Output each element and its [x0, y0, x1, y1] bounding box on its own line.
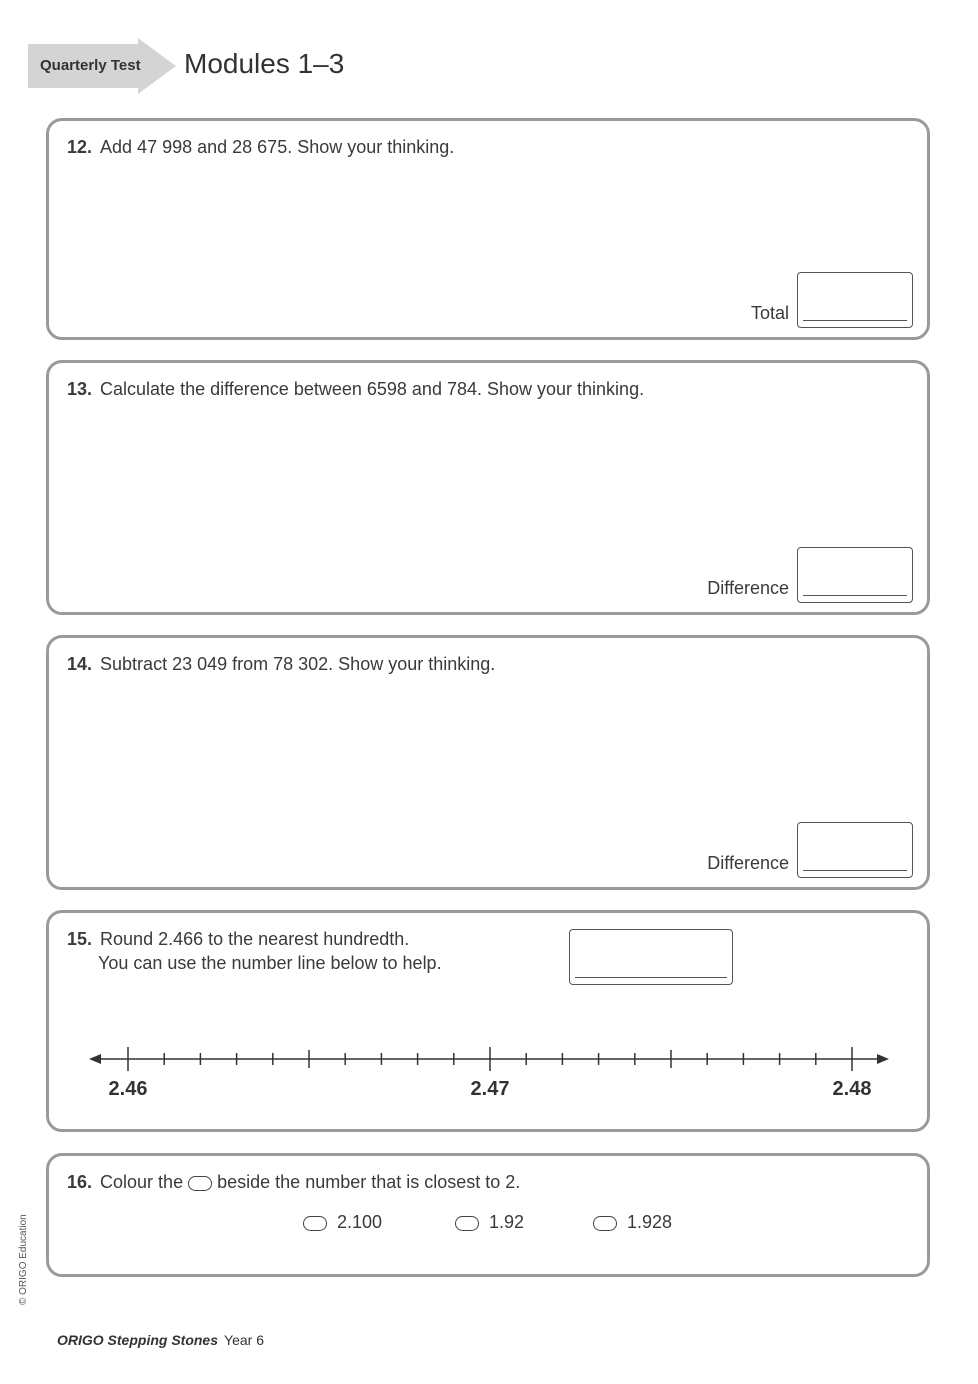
answer-box[interactable] [797, 547, 913, 603]
quarterly-test-tag [28, 38, 176, 94]
question-number: 14. [67, 654, 93, 674]
footer-brand: ORIGO Stepping Stones [57, 1332, 219, 1348]
answer-area [653, 822, 913, 878]
question-14-text [67, 652, 495, 676]
question-prompt-before: Colour the [100, 1172, 184, 1192]
question-16-box [46, 1153, 930, 1277]
option-oval[interactable] [303, 1216, 327, 1231]
footer [57, 1332, 264, 1348]
question-prompt-line1: Round 2.466 to the nearest hundredth. [100, 929, 410, 949]
copyright-note: © ORIGO Education [18, 1214, 29, 1305]
answer-area [653, 547, 913, 603]
question-number: 16. [67, 1172, 93, 1192]
option-oval[interactable] [455, 1216, 479, 1231]
option-3[interactable] [593, 1212, 672, 1233]
number-line-ticks [128, 1047, 852, 1071]
question-number: 13. [67, 379, 93, 399]
question-prompt: Add 47 998 and 28 675. Show your thinking. [100, 137, 455, 157]
option-label: 1.928 [627, 1212, 673, 1232]
number-line [89, 1039, 889, 1103]
question-12-text [67, 135, 454, 159]
option-2[interactable] [455, 1212, 524, 1233]
oval-icon [188, 1176, 212, 1191]
tick-label-middle: 2.47 [470, 1078, 510, 1100]
question-prompt-after: beside the number that is closest to 2. [217, 1172, 521, 1192]
question-15-text [67, 927, 442, 975]
left-arrow-icon [89, 1054, 101, 1064]
question-16-text [67, 1170, 520, 1194]
question-number: 12. [67, 137, 93, 157]
question-13-text [67, 377, 644, 401]
tick-label-start: 2.46 [108, 1078, 148, 1100]
footer-year: Year 6 [224, 1332, 264, 1348]
question-13-box [46, 360, 930, 615]
answer-line [575, 977, 727, 978]
answer-line [803, 595, 907, 596]
page-title: Modules 1–3 [184, 48, 345, 79]
option-label: 1.92 [489, 1212, 525, 1232]
right-arrow-icon [877, 1054, 889, 1064]
question-12-box [46, 118, 930, 340]
answer-line [803, 320, 907, 321]
question-prompt-line2: You can use the number line below to help. [98, 953, 442, 973]
answer-area [653, 272, 913, 328]
question-14-box [46, 635, 930, 890]
answer-box[interactable] [797, 822, 913, 878]
question-prompt: Calculate the difference between 6598 and 784. Show your thinking. [100, 379, 645, 399]
question-prompt: Subtract 23 049 from 78 302. Show your thinking. [100, 654, 496, 674]
answer-label: Difference [707, 578, 789, 598]
option-label: 2.100 [337, 1212, 383, 1232]
answer-line [803, 870, 907, 871]
answer-label: Total [750, 303, 789, 323]
option-1[interactable] [303, 1212, 382, 1233]
tag-label: Quarterly Test [40, 57, 141, 74]
question-15-box [46, 910, 930, 1132]
answer-box[interactable] [797, 272, 913, 328]
answer-label: Difference [707, 853, 789, 873]
answer-box[interactable] [569, 929, 733, 985]
tick-label-end: 2.48 [832, 1078, 872, 1100]
question-number: 15. [67, 929, 93, 949]
option-oval[interactable] [593, 1216, 617, 1231]
